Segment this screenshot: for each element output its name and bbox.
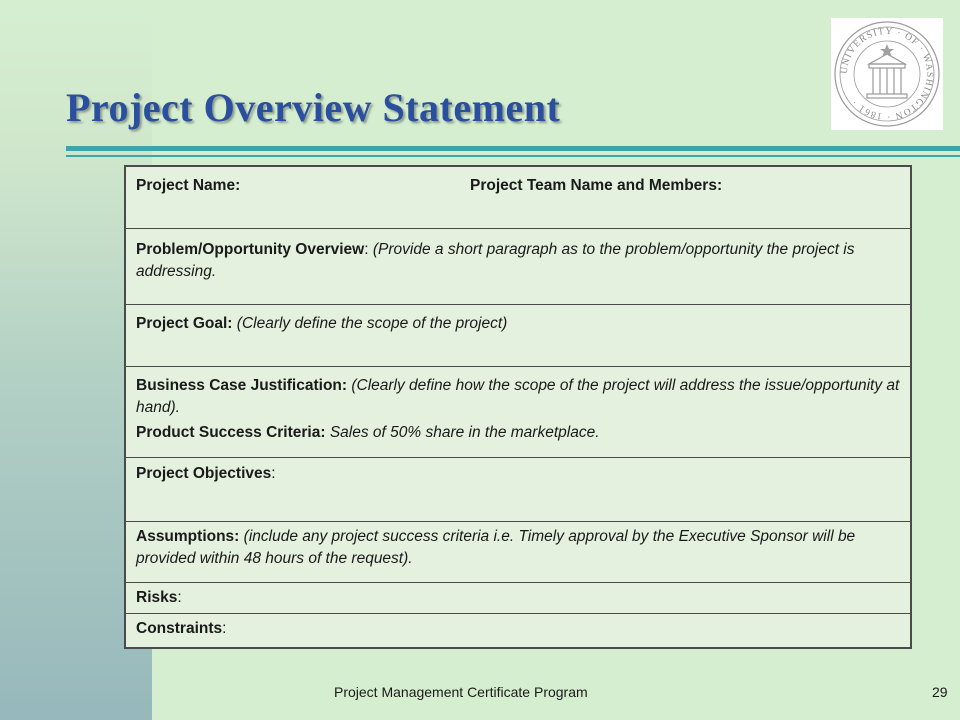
goal-label: Project Goal:	[136, 315, 233, 332]
team-label: Project Team Name and Members:	[470, 177, 723, 194]
title-rule-thick	[66, 146, 960, 151]
success-criteria-line	[136, 422, 900, 444]
objectives-colon: :	[271, 465, 276, 482]
slide-title: Project Overview Statement	[66, 85, 561, 130]
business-case-line	[136, 375, 900, 419]
business-label: Business Case Justification:	[136, 377, 348, 394]
constraints-colon: :	[222, 620, 227, 637]
title-rule-thin	[66, 155, 960, 157]
row-constraints	[126, 614, 910, 647]
row-project-name	[126, 167, 910, 229]
page-number: 29	[932, 684, 948, 700]
business-text: (Clearly define how the scope of the project will address the issue/opportunity at hand).	[136, 377, 900, 416]
constraints-label: Constraints	[136, 620, 223, 637]
assumptions-text: (include any project success criteria i.e. Timely approval by the Executive Sponsor will be provided within 48 hours of the request).	[136, 528, 856, 567]
success-text: Sales of 50% share in the marketplace.	[329, 424, 600, 441]
university-seal-logo	[831, 18, 943, 130]
seal-icon	[831, 18, 943, 130]
row-problem-overview	[126, 229, 910, 305]
project-overview-table	[124, 165, 912, 649]
project-name-label: Project Name:	[136, 177, 241, 194]
row-assumptions	[126, 522, 910, 583]
row-risks	[126, 583, 910, 614]
row-project-goal	[126, 305, 910, 367]
footer-text: Project Management Certificate Program	[334, 684, 588, 700]
risks-colon: :	[177, 589, 182, 606]
problem-label: Problem/Opportunity Overview	[136, 241, 365, 258]
seal-text: UNIVERSITY · OF · WASHINGTON · 1861 ·	[839, 26, 935, 122]
row-project-objectives	[126, 458, 910, 522]
goal-text: (Clearly define the scope of the project)	[236, 315, 508, 332]
objectives-label: Project Objectives	[136, 465, 272, 482]
risks-label: Risks	[136, 589, 178, 606]
row-business-case	[126, 367, 910, 458]
problem-colon: :	[364, 241, 369, 258]
assumptions-label: Assumptions:	[136, 528, 240, 545]
problem-text: (Provide a short paragraph as to the problem/opportunity the project is addressing.	[136, 241, 855, 280]
success-label: Product Success Criteria:	[136, 424, 326, 441]
